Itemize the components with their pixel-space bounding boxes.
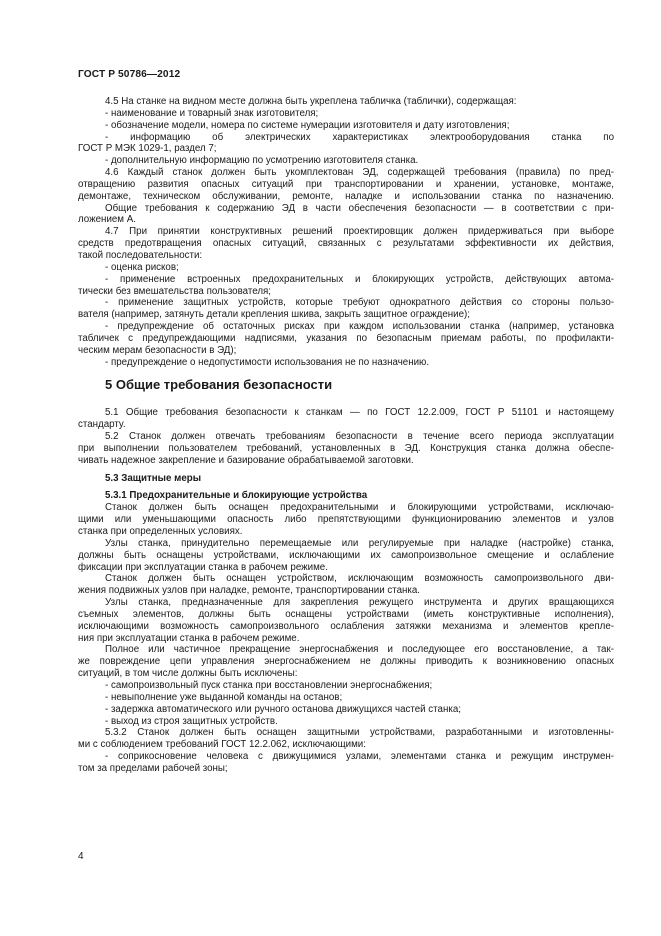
text-line: тически без вмешательства пользователя; — [78, 285, 272, 297]
text-line: Узлы станка, принудительно перемещаемые или регулируемые при наладке (настройке) станка, — [105, 537, 614, 549]
text-line: 4.6 Каждый станок должен быть укомплектован ЭД, содержащей требования (правила) по пред- — [105, 167, 614, 179]
text-line: - дополнительную информацию по усмотрению изготовителя станка. — [105, 155, 419, 167]
text-line: ния при эксплуатации станка в рабочем режиме. — [78, 632, 300, 644]
text-line: 4.7 При принятии конструктивных решений проектировщик должен придерживаться при выборе — [105, 226, 614, 238]
text-line: - оценка рисков; — [105, 261, 179, 273]
text-line: Общие требования к содержанию ЭД в части обеспечения безопасности — в соответствии с при- — [105, 202, 614, 214]
text-line: исключающими возможность самопроизвольного ослабления затяжки механизма и элементов крепле- — [78, 620, 614, 632]
text-line: - предупреждение об остаточных рисках при каждом использовании станка (например, установка — [105, 321, 614, 333]
text-line: должны быть оснащены устройствами, исключающими их самопроизвольное смещение и ослабление — [78, 549, 614, 561]
text-line: табличек с предупреждающими надписями, указания по безопасным приемам работы, по профилакти- — [78, 332, 614, 344]
text-line: демонтаже, техническом обслуживании, ремонте, наладке и использовании станка по назначению. — [78, 190, 614, 202]
text-line: ми с соблюдением требований ГОСТ 12.2.062, исключающими: — [78, 739, 366, 751]
page-number: 4 — [78, 851, 84, 862]
text-line: фиксации при эксплуатации станка в рабочем режиме. — [78, 561, 328, 573]
text-line: станка при определенных условиях. — [78, 526, 243, 537]
text-line: - невыполнение уже выданной команды на останов; — [105, 691, 343, 703]
text-line: - применение встроенных предохранительных и блокирующих устройств, действующих автома- — [105, 273, 614, 285]
text-line: ГОСТ Р МЭК 1029-1, раздел 7; — [78, 143, 217, 155]
text-line: - выход из строя защитных устройств. — [105, 715, 278, 727]
text-line: том за пределами рабочей зоны; — [78, 762, 228, 774]
text-line: 5.3.2 Станок должен быть оснащен защитными устройствами, разработанными и изготовленны- — [105, 727, 614, 739]
text-line: же повреждение цепи управления энергоснабжением не должны приводить к возникновению опасных — [78, 656, 614, 668]
text-line: средств предотвращения опасных ситуаций, связанных с результатами эффективности их действия, — [78, 238, 614, 250]
text-line: съемных элементов, должны быть оснащены устройствами (иметь конструктивные исполнения), — [78, 608, 614, 620]
text-line: - наименование и товарный знак изготовителя; — [105, 107, 319, 119]
text-line: 5.2 Станок должен отвечать требованиям безопасности в течение всего периода эксплуатации — [105, 431, 614, 443]
text-line: - соприкосновение человека с движущимися узлами, элементами станка и режущим инструмен- — [105, 751, 614, 763]
text-line: - информацию об электрических характеристиках электрооборудования станка по — [105, 131, 614, 143]
text-line: - предупреждение о недопустимости использования не по назначению. — [105, 356, 430, 368]
text-line: отвращению развития опасных ситуаций при транспортировании и хранении, установке, монтаже, — [78, 178, 614, 190]
text-line: ситуаций, в том числе должны быть исключены: — [78, 668, 298, 680]
document-header-code: ГОСТ Р 50786—2012 — [78, 69, 181, 80]
text-line: 5.3.1 Предохранительные и блокирующие устройства — [105, 490, 368, 502]
text-line: жения подвижных узлов при наладке, ремонте, транспортировании станка. — [78, 585, 421, 597]
text-line: 5.1 Общие требования безопасности к станкам — по ГОСТ 12.2.009, ГОСТ Р 51101 и настоящему — [105, 407, 614, 419]
document-body — [78, 96, 614, 775]
text-line: Станок должен быть оснащен устройством, исключающим возможность самопроизвольного дви- — [105, 573, 614, 585]
text-line: - обозначение модели, номера по системе нумерации изготовителя и дату изготовления; — [105, 119, 510, 131]
text-line: - задержка автоматического или ручного останова движущихся частей станка; — [105, 703, 461, 715]
text-line: вателя (например, затянуть детали крепления шкива, закрыть защитное ограждение); — [78, 309, 470, 321]
text-line: - применение защитных устройств, которые требуют однократного действия со стороны пользо- — [105, 297, 614, 309]
text-line: 4.5 На станке на видном месте должна быть укреплена табличка (таблички), содержащая: — [105, 96, 517, 107]
text-line: Полное или частичное прекращение энергоснабжения и последующее его восстановление, а так- — [105, 644, 614, 656]
text-line: ческим мерам безопасности в ЭД); — [78, 344, 237, 356]
text-line: Станок должен быть оснащен предохранительными и блокирующими устройствами, исключаю- — [105, 502, 614, 514]
text-line: Узлы станка, предназначенные для закрепления режущего инструмента и других вращающихся — [105, 597, 614, 609]
text-line: чивать надежное закрепление и базирование обрабатываемой заготовки. — [78, 454, 414, 466]
text-line: стандарту. — [78, 419, 126, 431]
text-line: ложением А. — [78, 214, 136, 226]
text-line: - самопроизвольный пуск станка при восстановлении энергоснабжения; — [105, 679, 433, 691]
text-line: такой последовательности: — [78, 249, 203, 261]
section-heading: 5 Общие требования безопасности — [105, 377, 333, 393]
text-line: при выполнении пользователем требований, установленных в ЭД. Конструкция станка должна обеспе- — [78, 442, 614, 454]
text-line: 5.3 Защитные меры — [105, 472, 202, 484]
text-line: щими или уменьшающими опасность либо препятствующими функционированию элементов и узлов — [78, 514, 614, 526]
